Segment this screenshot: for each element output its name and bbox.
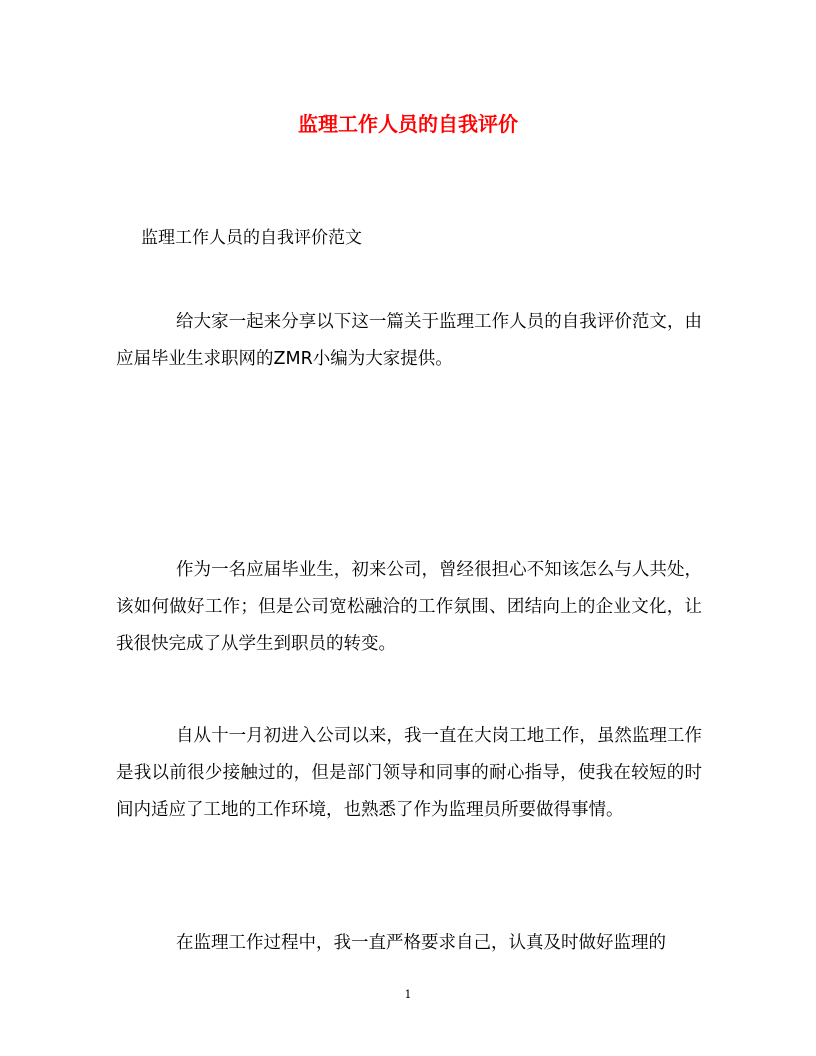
paragraph-work-site: 自从十一月初进入公司以来，我一直在大岗工地工作，虽然监理工作是我以前很少接触过的，但是部门领导和同事的耐心指导，使我在较短的时间内适应了工地的工作环境，也熟悉了作为监理员所要做得事情。 bbox=[116, 726, 702, 820]
document-title: 监理工作人员的自我评价 bbox=[298, 112, 518, 136]
paragraph-intro: 给大家一起来分享以下这一篇关于监理工作人员的自我评价范文，由应届毕业生求职网的ZMR小编为大家提供。 bbox=[116, 312, 702, 369]
paragraph-graduate: 作为一名应届毕业生，初来公司，曾经很担心不知该怎么与人共处，该如何做好工作；但是公司宽松融洽的工作氛围、团结向上的企业文化，让我很快完成了从学生到职员的转变。 bbox=[116, 560, 702, 654]
document-subtitle: 监理工作人员的自我评价范文 bbox=[141, 228, 362, 248]
paragraph-supervision: 在监理工作过程中，我一直严格要求自己，认真及时做好监理的 bbox=[176, 933, 666, 953]
page-number: 1 bbox=[404, 988, 412, 1001]
